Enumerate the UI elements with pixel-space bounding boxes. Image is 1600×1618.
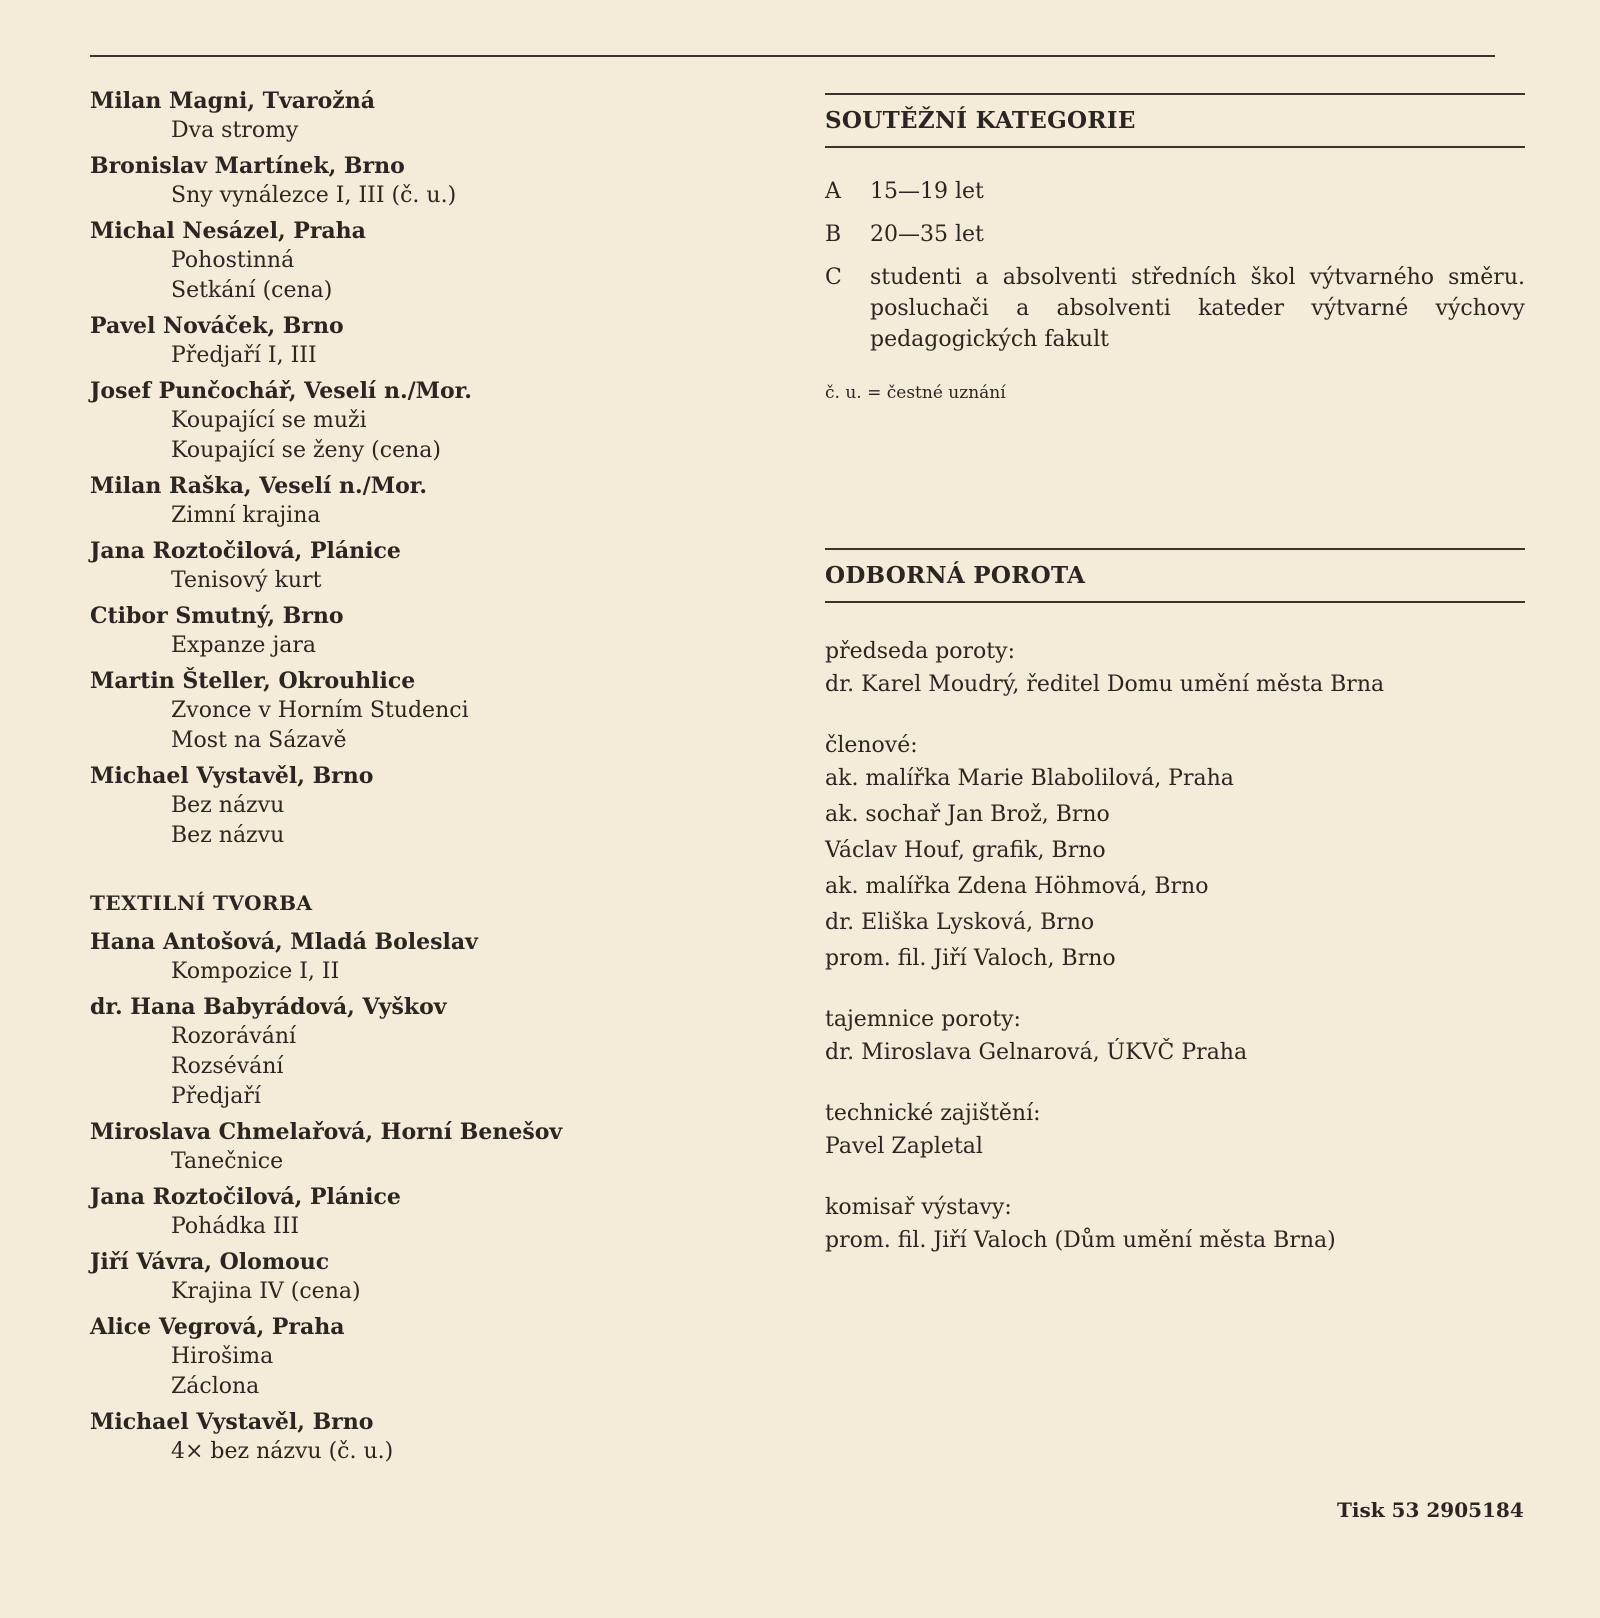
print-number: Tisk 53 2905184 — [1337, 1498, 1524, 1522]
work-title: Předjaří — [171, 1084, 261, 1109]
work-title: Hirošima — [171, 1344, 274, 1369]
author-name: Milan Magni, Tvarožná — [90, 88, 376, 114]
author-name: Martin Šteller, Okrouhlice — [90, 668, 416, 694]
author-name: Jana Roztočilová, Plánice — [90, 538, 401, 564]
exhibitor-entry — [90, 666, 790, 756]
author-name: Pavel Nováček, Brno — [90, 313, 344, 339]
author-name: Bronislav Martínek, Brno — [90, 153, 405, 179]
category-text: studenti a absolventi středních škol výtvarného směru. posluchači a absolventi kateder výtvarné výchovy pedagogických fakult — [870, 265, 1525, 352]
author-name: Michael Vystavěl, Brno — [90, 1409, 374, 1435]
exhibitor-entry — [90, 1182, 790, 1242]
chair-name: dr. Karel Moudrý, ředitel Domu umění města Brna — [825, 672, 1385, 697]
abbreviation-note: č. u. = čestné uznání — [825, 383, 1006, 403]
work-title: Koupající se ženy (cena) — [171, 438, 441, 463]
members-list — [825, 761, 1525, 977]
work-title: Dva stromy — [171, 118, 299, 143]
work-title: Pohostinná — [171, 248, 295, 273]
exhibitor-entry — [90, 1312, 790, 1402]
category-letter: A — [825, 179, 841, 204]
exhibitor-entry — [90, 471, 790, 531]
category-letter: B — [825, 222, 842, 247]
exhibitor-list — [90, 86, 790, 1472]
categories-heading: SOUTĚŽNÍ KATEGORIE — [825, 93, 1525, 148]
category-text: 20—35 let — [870, 222, 984, 247]
category-letter: C — [825, 265, 842, 290]
author-name: Josef Punčochář, Veselí n./Mor. — [90, 378, 472, 404]
member-name: ak. malířka Zdena Höhmová, Brno — [825, 874, 1209, 899]
work-title: Rozsévání — [171, 1054, 284, 1079]
member-name: prom. fil. Jiří Valoch, Brno — [825, 946, 1116, 971]
exhibitor-entry — [90, 376, 790, 466]
exhibitor-entry — [90, 151, 790, 211]
work-title: Záclona — [171, 1374, 260, 1399]
exhibitor-entry — [90, 216, 790, 306]
author-name: Jana Roztočilová, Plánice — [90, 1184, 401, 1210]
work-title: Zvonce v Horním Studenci — [171, 698, 469, 723]
member-name: ak. sochař Jan Brož, Brno — [825, 802, 1110, 827]
exhibitor-entry — [90, 1117, 790, 1177]
work-title: Krajina IV (cena) — [171, 1279, 361, 1304]
exhibitor-entry — [90, 927, 790, 987]
author-name: dr. Hana Babyrádová, Vyškov — [90, 994, 447, 1020]
author-name: Michael Vystavěl, Brno — [90, 763, 374, 789]
jury-heading: ODBORNÁ POROTA — [825, 548, 1525, 603]
author-name: Jiří Vávra, Olomouc — [90, 1249, 330, 1275]
entries-textile — [90, 927, 790, 1467]
exhibitor-entry — [90, 761, 790, 851]
members-label: členové: — [825, 733, 918, 758]
member-name: ak. malířka Marie Blabolilová, Praha — [825, 766, 1234, 791]
top-rule — [90, 55, 1495, 57]
work-title: Setkání (cena) — [171, 278, 333, 303]
entries-painting — [90, 86, 790, 851]
author-name: Miroslava Chmelařová, Horní Benešov — [90, 1119, 563, 1145]
exhibitor-entry — [90, 1247, 790, 1307]
author-name: Milan Raška, Veselí n./Mor. — [90, 473, 427, 499]
chair-label: předseda poroty: — [825, 639, 1015, 664]
tech-name: Pavel Zapletal — [825, 1134, 983, 1159]
author-name: Michal Nesázel, Praha — [90, 218, 366, 244]
work-title: Tenisový kurt — [171, 568, 322, 593]
author-name: Hana Antošová, Mladá Boleslav — [90, 929, 478, 955]
author-name: Alice Vegrová, Praha — [90, 1314, 345, 1340]
work-title: Zimní krajina — [171, 503, 321, 528]
work-title: Bez názvu — [171, 823, 285, 848]
member-name: Václav Houf, grafik, Brno — [825, 838, 1106, 863]
exhibitor-entry — [90, 311, 790, 371]
member-name: dr. Eliška Lysková, Brno — [825, 910, 1095, 935]
tech-label: technické zajištění: — [825, 1101, 1041, 1126]
work-title: Koupající se muži — [171, 408, 367, 433]
work-title: Tanečnice — [171, 1149, 284, 1174]
category-text: 15—19 let — [870, 179, 984, 204]
work-title: Rozorávání — [171, 1024, 297, 1049]
work-title: Bez názvu — [171, 793, 285, 818]
category-item — [825, 262, 1525, 355]
work-title: Pohádka III — [171, 1214, 300, 1239]
work-title: Expanze jara — [171, 633, 317, 658]
exhibitor-entry — [90, 601, 790, 661]
section-textile-heading: TEXTILNÍ TVORBA — [90, 891, 313, 915]
secretary-name: dr. Miroslava Gelnarová, ÚKVČ Praha — [825, 1040, 1248, 1065]
commissioner-name: prom. fil. Jiří Valoch (Dům umění města Brna) — [825, 1228, 1336, 1253]
category-item — [825, 176, 1525, 207]
exhibitor-entry — [90, 992, 790, 1112]
jury-section — [825, 548, 1525, 1259]
exhibitor-entry — [90, 1407, 790, 1467]
work-title: Předjaří I, III — [171, 343, 317, 368]
categories-list — [825, 176, 1525, 355]
exhibitor-entry — [90, 536, 790, 596]
secretary-label: tajemnice poroty: — [825, 1007, 1021, 1032]
work-title: Sny vynálezce I, III (č. u.) — [171, 183, 457, 208]
work-title: Kompozice I, II — [171, 959, 340, 984]
author-name: Ctibor Smutný, Brno — [90, 603, 344, 629]
work-title: Most na Sázavě — [171, 728, 347, 753]
exhibitor-entry — [90, 86, 790, 146]
work-title: 4× bez názvu (č. u.) — [171, 1439, 394, 1464]
commissioner-label: komisař výstavy: — [825, 1195, 1012, 1220]
info-column — [825, 93, 1525, 1259]
category-item — [825, 219, 1525, 250]
